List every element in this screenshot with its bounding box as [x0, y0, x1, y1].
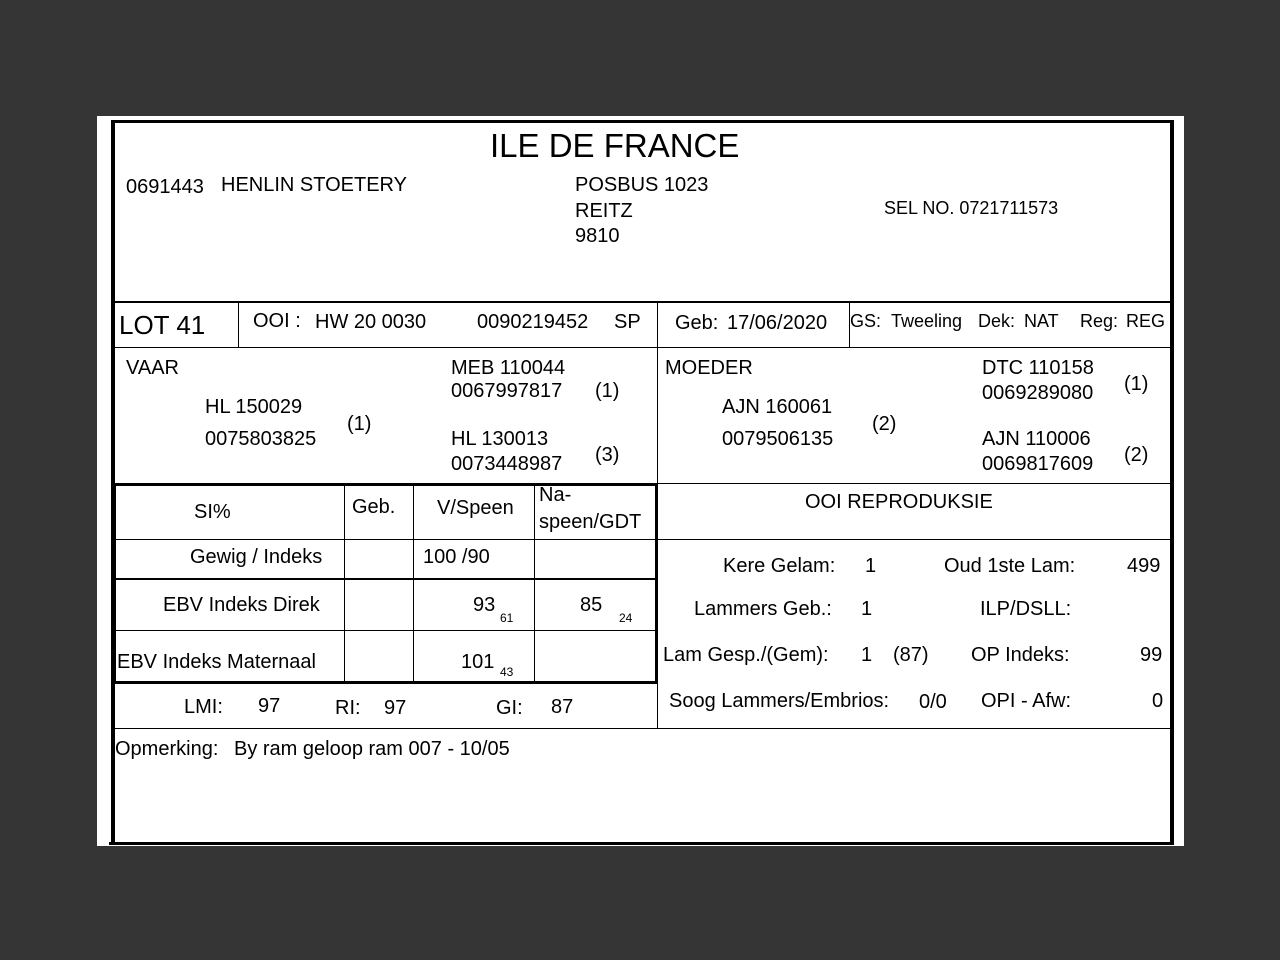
- ri-label: RI:: [335, 697, 361, 719]
- divider: [113, 483, 658, 486]
- sale-card: [97, 116, 1184, 846]
- direk-naspeen-value: 85: [580, 594, 603, 616]
- sire-dam-id: HL 130013: [451, 428, 549, 450]
- divider: [238, 301, 239, 348]
- reg-value: REG: [1126, 311, 1166, 331]
- reg-label: Reg:: [1080, 311, 1119, 331]
- birth-date: 17/06/2020: [727, 312, 828, 334]
- col-header-geb: Geb.: [352, 496, 396, 518]
- sire-sire-id: MEB 110044: [451, 357, 566, 379]
- divider: [113, 578, 658, 580]
- repro-title: OOI REPRODUKSIE: [805, 491, 993, 513]
- sire-sire-grade: (1): [595, 380, 620, 402]
- op-indeks-label: OP Indeks:: [971, 644, 1070, 666]
- dam-dam-number: 0069817609: [982, 453, 1094, 475]
- gs-value: Tweeling: [891, 311, 963, 331]
- dam-dam-grade: (2): [1124, 444, 1149, 466]
- border-bottom: [109, 842, 1174, 845]
- soog-lammers-label: Soog Lammers/Embrios:: [669, 690, 890, 712]
- dek-label: Dek:: [978, 311, 1016, 331]
- remark-label: Opmerking:: [115, 738, 219, 760]
- divider: [113, 728, 1172, 729]
- divider: [658, 539, 1172, 540]
- remark-text: By ram geloop ram 007 - 10/05: [234, 738, 510, 760]
- opi-afw-label: OPI - Afw:: [981, 690, 1072, 712]
- dam-dam-id: AJN 110006: [982, 428, 1091, 450]
- sire-dam-grade: (3): [595, 444, 620, 466]
- col-header-naspeen: Na-: [539, 484, 572, 506]
- divider: [413, 483, 414, 683]
- maternaal-vspeen-value: 101: [461, 651, 495, 673]
- lammers-geb-label: Lammers Geb.:: [694, 598, 832, 620]
- border-top: [111, 120, 1174, 123]
- maternaal-vspeen-accuracy: 43: [500, 665, 514, 679]
- lmi-value: 97: [258, 695, 281, 717]
- sire-dam-number: 0073448987: [451, 453, 563, 475]
- ewe-label: OOI :: [253, 310, 301, 332]
- row-label-direk: EBV Indeks Direk: [163, 594, 320, 616]
- soog-lammers-value: 0/0: [919, 691, 947, 713]
- divider: [534, 483, 535, 683]
- direk-vspeen-value: 93: [473, 594, 496, 616]
- divider: [658, 483, 1172, 484]
- dam-sire-number: 0069289080: [982, 382, 1094, 404]
- sire-id: HL 150029: [205, 396, 303, 418]
- divider: [113, 301, 1172, 303]
- dek-value: NAT: [1024, 311, 1059, 331]
- direk-naspeen-accuracy: 24: [619, 611, 633, 625]
- oud-1ste-lam-label: Oud 1ste Lam:: [944, 555, 1076, 577]
- gi-label: GI:: [496, 697, 523, 719]
- dam-label: MOEDER: [665, 357, 753, 379]
- divider: [113, 630, 658, 631]
- dam-id: AJN 160061: [722, 396, 833, 418]
- lammers-geb-value: 1: [861, 598, 873, 620]
- lam-gesp-value: 1: [861, 644, 873, 666]
- ewe-number: 0090219452: [477, 311, 589, 333]
- row-label-gewig: Gewig / Indeks: [190, 546, 323, 568]
- sire-label: VAAR: [126, 357, 179, 379]
- ilp-dsll-label: ILP/DSLL:: [980, 598, 1072, 620]
- lam-gesp-average: (87): [893, 644, 929, 666]
- birth-label: Geb:: [675, 312, 719, 334]
- sire-number: 0075803825: [205, 428, 317, 450]
- lmi-label: LMI:: [184, 696, 223, 718]
- sire-sire-number: 0067997817: [451, 380, 563, 402]
- divider: [113, 539, 658, 540]
- lam-gesp-label: Lam Gesp./(Gem):: [663, 644, 829, 666]
- opi-afw-value: 0: [1152, 690, 1164, 712]
- op-indeks-value: 99: [1140, 644, 1163, 666]
- border-right: [1170, 120, 1174, 844]
- address-line: REITZ: [575, 200, 633, 222]
- lot-number: LOT 41: [119, 310, 206, 340]
- sire-grade: (1): [347, 413, 372, 435]
- address-line: 9810: [575, 225, 620, 247]
- divider: [655, 483, 658, 683]
- ri-value: 97: [384, 697, 407, 719]
- owner-code: 0691443: [126, 176, 204, 198]
- kere-gelam-value: 1: [865, 555, 877, 577]
- oud-1ste-lam-value: 499: [1127, 555, 1161, 577]
- divider: [113, 483, 116, 683]
- gi-value: 87: [551, 696, 574, 718]
- divider: [113, 347, 1172, 348]
- dam-number: 0079506135: [722, 428, 834, 450]
- dam-sire-grade: (1): [1124, 373, 1149, 395]
- col-header-vspeen: V/Speen: [437, 497, 514, 519]
- owner-name: HENLIN STOETERY: [221, 174, 407, 196]
- gewig-vspeen-value: 100 /90: [423, 546, 490, 568]
- border-left: [111, 120, 115, 844]
- ewe-code: SP: [614, 311, 641, 333]
- dam-sire-id: DTC 110158: [982, 357, 1094, 379]
- sel-number: SEL NO. 0721711573: [884, 198, 1059, 218]
- breed-title: ILE DE FRANCE: [490, 127, 740, 164]
- divider: [344, 483, 345, 683]
- col-header-si: SI%: [194, 501, 231, 523]
- gs-label: GS:: [850, 311, 882, 331]
- divider: [113, 681, 658, 684]
- ewe-id: HW 20 0030: [315, 311, 427, 333]
- address-line: POSBUS 1023: [575, 174, 709, 196]
- kere-gelam-label: Kere Gelam:: [723, 555, 836, 577]
- dam-grade: (2): [872, 413, 897, 435]
- col-header-naspeen: speen/GDT: [539, 511, 642, 533]
- direk-vspeen-accuracy: 61: [500, 611, 514, 625]
- row-label-maternaal: EBV Indeks Maternaal: [117, 651, 316, 673]
